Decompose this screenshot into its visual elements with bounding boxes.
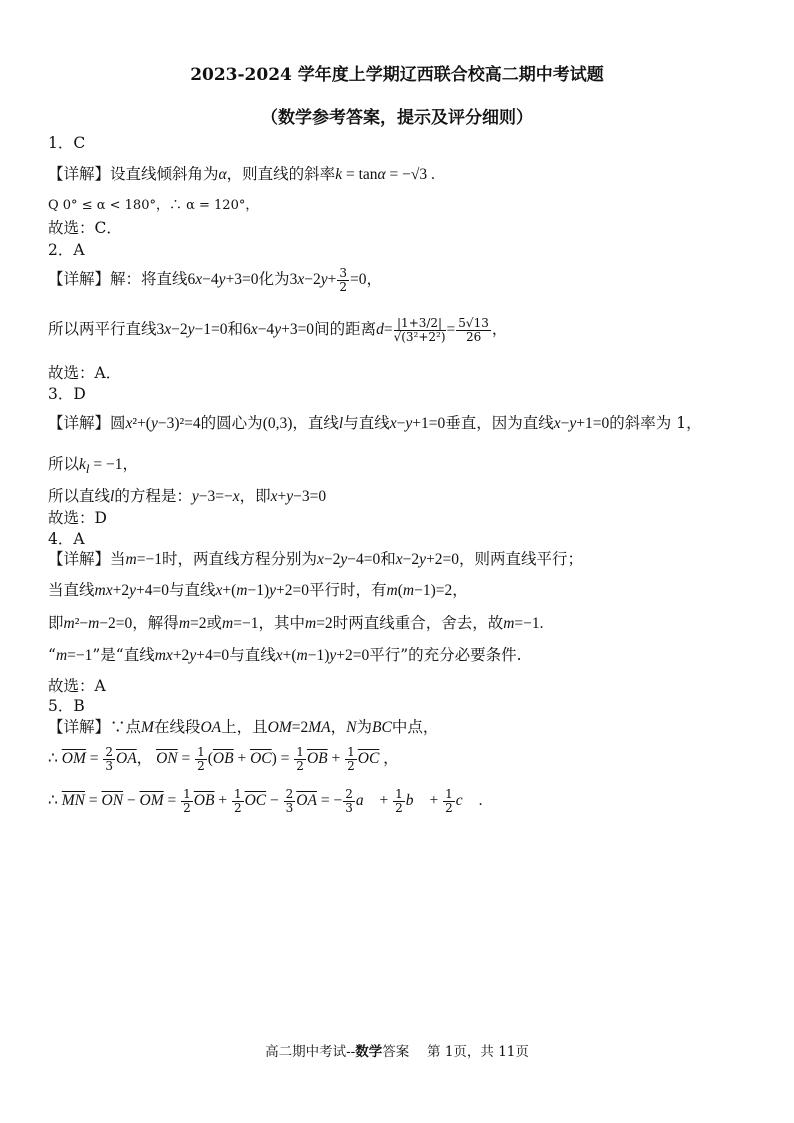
q2-distance: 所以两平行直线3x−2y−1=0和6x−4y+3=0间的距离d= $\frac{|1+3/2|}{\text{√(3²+2²)}}$ = $\frac{5√13}{26}$ ， [48,315,508,344]
page-footer: 高二期中考试--数学答案 第 1页，共 11页 [265,1044,529,1060]
answer-1: 1．C [48,134,86,152]
q4-choice: 故选：A [48,677,106,695]
answer-5: 5．B [48,697,85,715]
q3-detail: 【详解】圆x²+(y−3)²=4的圆心为(0,3)，直线l与直线x−y+1=0垂直，因为直线x−y+1=0的斜率为 1， [48,414,702,432]
q4-conclusion: “m=−1”是“直线mx+2y+4=0与直线x+(m−1)y+2=0平行”的充分必要条件. [48,646,522,664]
q1-choice: 故选：C． [48,219,122,237]
q4-detail: 【详解】当m=−1时，两直线方程分别为x−2y−4=0和x−2y+2=0，则两直线平行； [48,550,584,568]
q2-detail: 【详解】解：将直线6x−4y+3=0化为3x−2y+ $\frac{3}{2}$ =0， [48,265,382,294]
answer-2: 2．A [48,241,85,259]
q2-choice: 故选：A． [48,364,122,382]
q4-solve: 即m²−m−2=0，解得m=2或m=−1，其中m=2时两直线重合，舍去，故m=−1. [48,614,544,632]
page-title: 2023-2024 学年度上学期辽西联合校高二期中考试题 [190,65,604,85]
page-subtitle: （数学参考答案，提示及评分细则） [261,108,533,128]
q5-vectors-2: ∴ $\overline{MN} = \overline{ON} - \overline{OM}$ = $\frac{1}{2}$ $\overline{OB}$ + $\frac{1}{2}$ $\overline{OC}$ − $\frac{2}{3}$ $\overline{OA}$ = − $\frac{2}{3}$ a⃗ + $\frac{1}{2}$ b⃗ + $\frac{1}{2}$ c⃗ . [48,786,483,815]
q3-choice: 故选：D [48,509,107,527]
q5-detail: 【详解】∵点M在线段OA上，且OM=2MA，N为BC中点， [48,718,439,736]
answer-3: 3．D [48,385,86,403]
q5-vectors-1: ∴ $\overline{OM}$ = $\frac{2}{3}$ $\overline{OA}$， $\overline{ON}$ = $\frac{1}{2}$ $(\overline{OB} + \overline{OC})$ = $\frac{1}{2}$ $\overline{OB}$ + $\frac{1}{2}$ $\overline{OC}$ ， [48,744,399,773]
answer-4: 4．A [48,530,85,548]
q1-detail: 【详解】设直线倾斜角为α，则直线的斜率k = tanα = −√3 . [48,165,435,183]
q3-equation: 所以直线l的方程是：y−3=−x，即x+y−3=0 [48,487,327,505]
q3-slope: 所以$k_l = -1$， [48,455,138,477]
q4-parallel: 当直线mx+2y+4=0与直线x+(m−1)y+2=0平行时，有m(m−1)=2， [48,581,468,599]
q1-range: Q 0° ≤ α < 180°，∴ α = 120°， [48,198,259,213]
